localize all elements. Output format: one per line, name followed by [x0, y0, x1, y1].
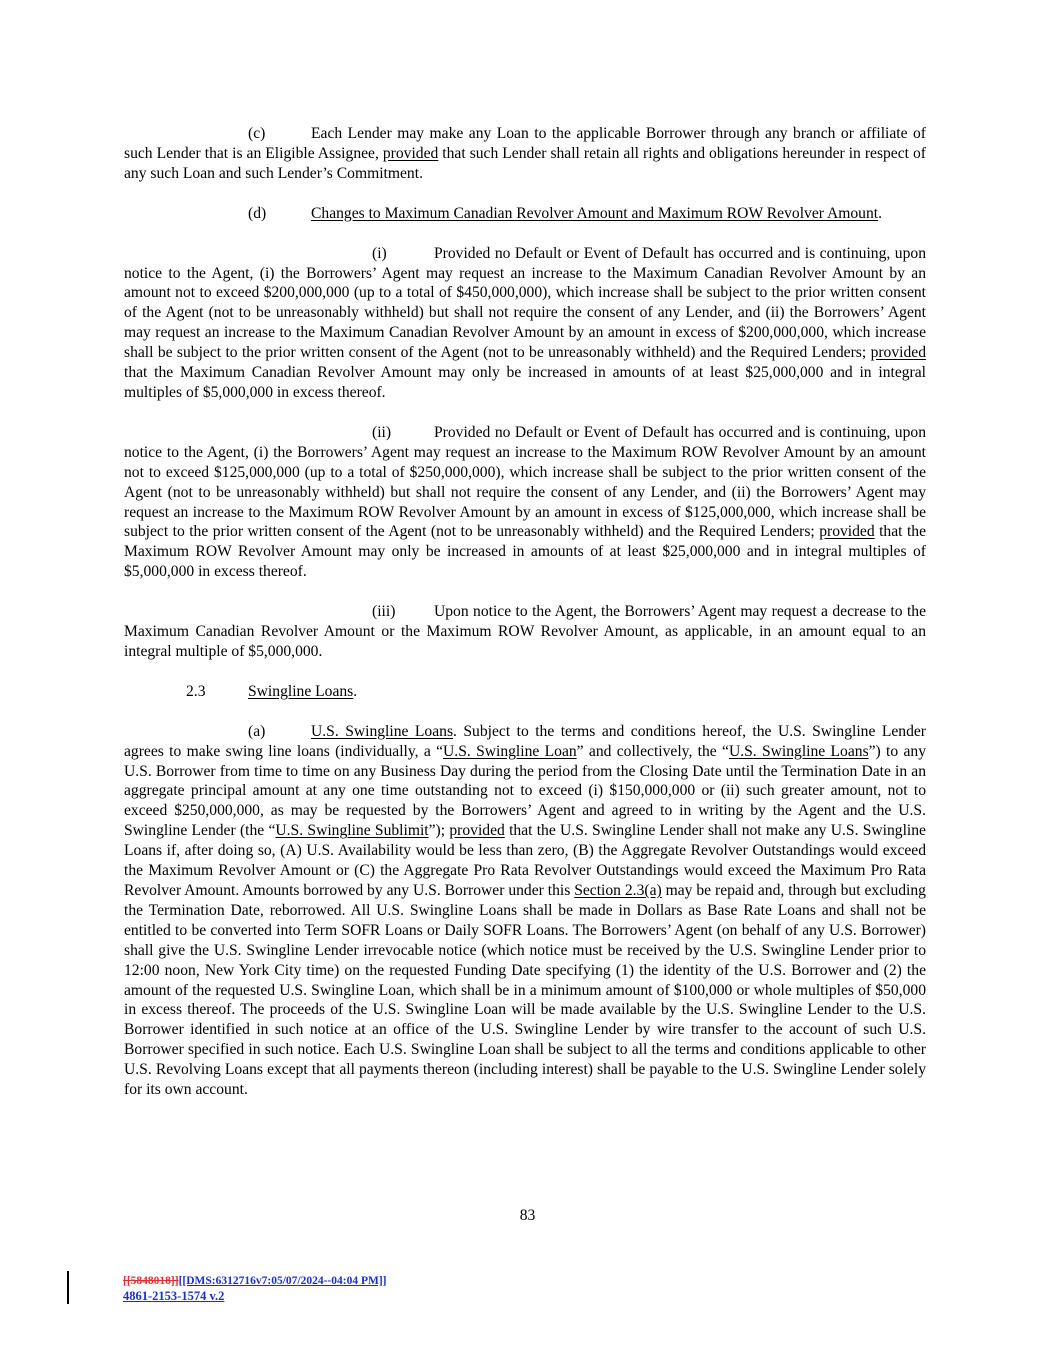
paragraph-text: Each Lender may make any Loan to the applicable Borrower through any branch or affiliate of such Lender that is an Eligible Assignee,	[124, 125, 926, 162]
paragraph-label: (iii)	[372, 603, 396, 621]
defined-term: provided	[449, 822, 505, 840]
defined-term: provided	[819, 523, 875, 541]
paragraph-label: (a)	[248, 722, 266, 740]
paragraph-text: that the U.S. Swingline Lender shall not make any U.S. Swingline Loans if, after doing so, (A) U.S. Availability would be less than zero, (B) the Aggregate Revolver Outstandings would exceed the Maximum Revolver Amount or (C) the Aggregate Pro Rata Revolver Outstandings would exceed the Maximum Pro Rata Revolver Amount. Amounts borrowed by any U.S. Borrower under this	[124, 822, 926, 899]
paragraph-d-ii	[124, 423, 926, 582]
paragraph-heading: Changes to Maximum Canadian Revolver Amount and Maximum ROW Revolver Amount	[311, 204, 879, 222]
defined-term: provided	[870, 344, 926, 362]
paragraph-text: ”) to any U.S. Borrower from time to time on any Business Day during the period from the Closing Date until the Termination Date in an aggregate principal amount at any one time outstanding not to exceed (i) $150,000,000 or (ii) such greater amount, not to exceed $250,000,000, as may be requested by the Borrowers’ Agent and agreed to in writing by the Agent and the U.S. Swingline Lender (the “	[124, 742, 927, 840]
deleted-doc-id: [[5848018]]	[123, 1275, 179, 1287]
paragraph-text: ” and collectively, the “	[576, 742, 729, 760]
paragraph-text: ”);	[428, 822, 450, 840]
paragraph-d-i	[124, 244, 926, 403]
paragraph-label: (c)	[248, 125, 266, 142]
document-body	[124, 124, 926, 1100]
paragraph-d-iii	[124, 602, 926, 662]
document-footer	[123, 1274, 387, 1304]
paragraph-label: (i)	[372, 244, 387, 262]
paragraph-text: Provided no Default or Event of Default has occurred and is continuing, upon notice to the Agent, (i) the Borrowers’ Agent may request an increase to the Maximum ROW Revolver Amount by an amount not to exceed $125,000,000 (up to a total of $250,000,000), which increase shall be subject to the prior written consent of the Agent (not to be unreasonably withheld) but shall not require the consent of any Lender, and (ii) the Borrowers’ Agent may request an increase to the Maximum ROW Revolver Amount by an amount in excess of $125,000,000, which increase shall be subject to the prior written consent of the Agent (not to be unreasonably withheld) and the Required Lenders;	[124, 423, 926, 541]
paragraph-2-3-a	[124, 722, 926, 1100]
defined-term: U.S. Swingline Loans	[728, 742, 869, 760]
section-2-3-heading	[124, 682, 926, 702]
paragraph-text: Provided no Default or Event of Default has occurred and is continuing, upon notice to the Agent, (i) the Borrowers’ Agent may request an increase to the Maximum Canadian Revolver Amount by an amount not to exceed $200,000,000 (up to a total of $450,000,000), which increase shall be subject to the prior written consent of the Agent (not to be unreasonably withheld) but shall not require the consent of any Lender, and (ii) the Borrowers’ Agent may request an increase to the Maximum Canadian Revolver Amount by an amount in excess of $200,000,000, which increase shall be subject to the prior written consent of the Agent (not to be unreasonably withheld) and the Required Lenders;	[124, 244, 926, 362]
footer-doc-id	[123, 1274, 387, 1289]
defined-term: U.S. Swingline Loan	[443, 742, 577, 760]
paragraph-text: may be repaid and, through but excluding the Termination Date, reborrowed. All U.S. Swingline Loans shall be made in Dollars as Base Rate Loans and shall not be entitled to be converted into Term SOFR Loans or Daily SOFR Loans. The Borrowers’ Agent (on behalf of any U.S. Borrower) shall give the U.S. Swingline Lender irrevocable notice (which notice must be received by the U.S. Swingline Lender prior to 12:00 noon, New York City time) on the requested Funding Date specifying (1) the identity of the U.S. Borrower and (2) the amount of the requested U.S. Swingline Loan, which shall be in a minimum amount of $100,000 or whole multiples of $50,000 in excess thereof. The proceeds of the U.S. Swingline Loan will be made available by the U.S. Swingline Lender to the U.S. Borrower identified in such notice at an office of the U.S. Swingline Lender by wire transfer to the account of such U.S. Borrower specified in such notice. Each U.S. Swingline Loan shall be subject to all the terms and conditions applicable to other U.S. Revolving Loans except that all payments thereon (including interest) shall be payable to the U.S. Swingline Lender solely for its own account.	[124, 882, 926, 1099]
paragraph-text: Upon notice to the Agent, the Borrowers’ Agent may request a decrease to the Maximum Canadian Revolver Amount or the Maximum ROW Revolver Amount, as applicable, in an amount equal to an integral multiple of $5,000,000.	[124, 603, 926, 660]
inserted-doc-id: [[DMS:6312716v7:05/07/2024--04:04 PM]]	[178, 1275, 387, 1287]
heading-period: .	[878, 204, 882, 222]
paragraph-text: that such Lender shall retain all rights and obligations hereunder in respect of any such Loan and such Lender’s Commitment.	[124, 144, 926, 182]
paragraph-c	[124, 124, 926, 184]
defined-term: provided	[382, 144, 439, 162]
defined-term: U.S. Swingline Sublimit	[275, 822, 429, 840]
paragraph-text: that the Maximum ROW Revolver Amount may only be increased in amounts of at least $25,000,000 and in integral multiples of $5,000,000 in excess thereof.	[124, 523, 926, 581]
paragraph-d	[124, 204, 926, 224]
section-title: Swingline Loans	[248, 682, 354, 700]
paragraph-heading: U.S. Swingline Loans	[311, 722, 454, 740]
paragraph-text: . Subject to the terms and conditions hereof, the U.S. Swingline Lender agrees to make swing line loans (individually, a “	[124, 722, 926, 760]
section-number: 2.3	[186, 682, 206, 700]
change-bar	[67, 1271, 69, 1304]
paragraph-text: that the Maximum Canadian Revolver Amount may only be increased in amounts of at least $25,000,000 and in integral multiples of $5,000,000 in excess thereof.	[124, 364, 926, 401]
page-number: 83	[519, 1207, 536, 1224]
section-reference: Section 2.3(a)	[574, 882, 662, 899]
paragraph-label: (ii)	[372, 423, 392, 441]
paragraph-label: (d)	[248, 204, 267, 222]
footer-doc-number: 4861-2153-1574 v.2	[123, 1289, 225, 1303]
heading-period: .	[353, 682, 358, 700]
